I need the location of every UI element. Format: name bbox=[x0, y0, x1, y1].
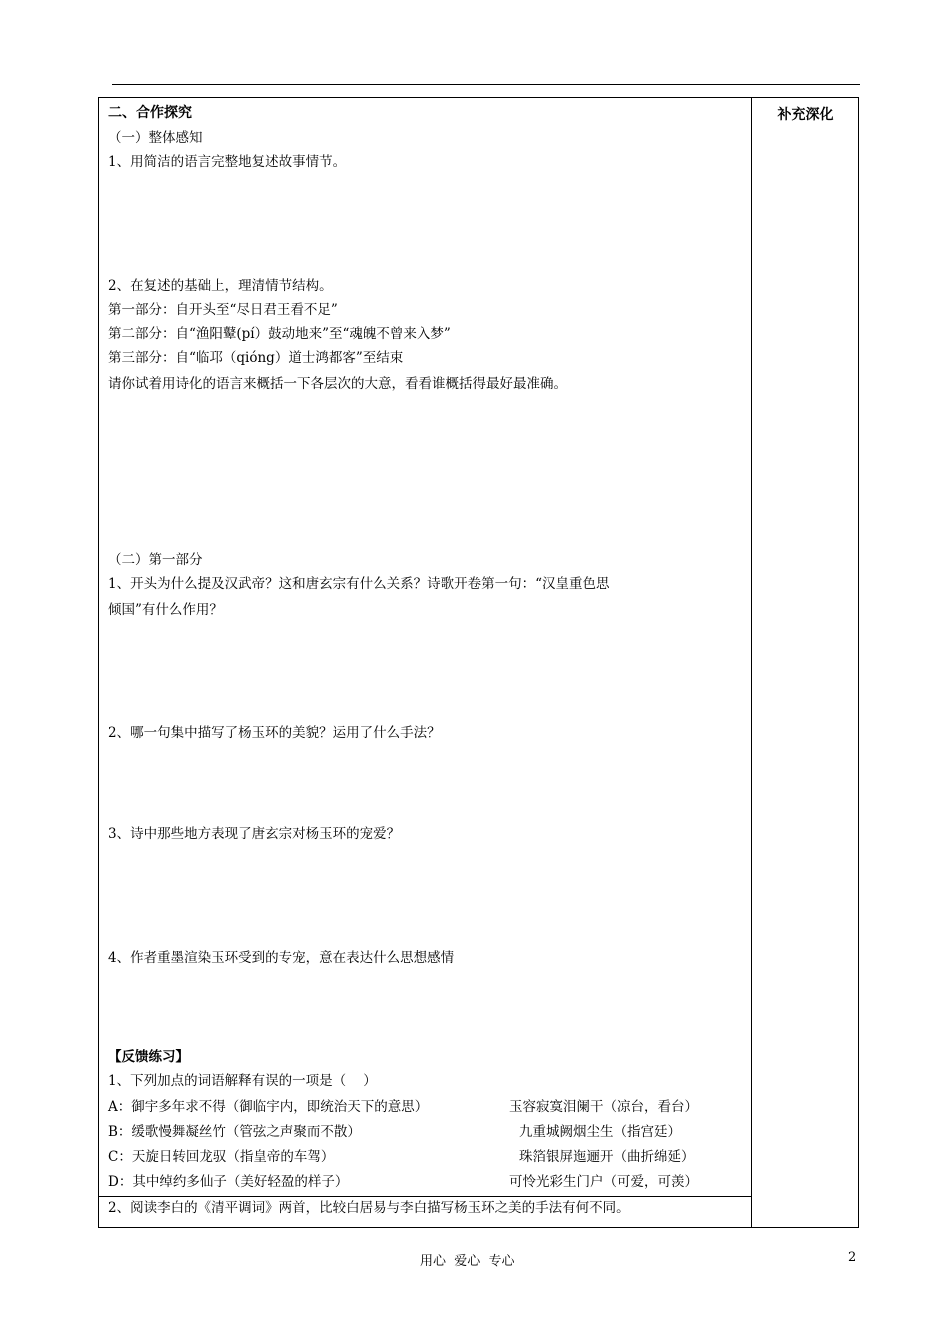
part1-question-1: 1、用简洁的语言完整地复述故事情节。 bbox=[108, 154, 347, 170]
structure-line-2: 第二部分：自“渔阳鼙(pí）鼓动地来”至“魂魄不曾来入梦” bbox=[108, 326, 451, 342]
option-a-left: A：御宇多年求不得（御临宇内，即统治天下的意思） bbox=[108, 1099, 429, 1115]
section-heading: 二、合作探究 bbox=[108, 105, 192, 121]
option-c-right: 珠箔银屏迤逦开（曲折绵延） bbox=[519, 1149, 695, 1165]
structure-line-1: 第一部分：自开头至“尽日君王看不足” bbox=[108, 302, 338, 318]
option-b-right: 九重城阙烟尘生（指宫廷） bbox=[519, 1124, 681, 1140]
feedback-title: 【反馈练习】 bbox=[108, 1049, 189, 1065]
structure-line-3: 第三部分：自“临邛（qióng）道士鸿都客”至结束 bbox=[108, 350, 404, 366]
footer-motto: 用心 爱心 专心 bbox=[420, 1254, 515, 1269]
sidebar-title: 补充深化 bbox=[777, 107, 834, 123]
column-divider bbox=[751, 98, 752, 1227]
option-a-right: 玉容寂寞泪阑干（凉台，看台） bbox=[509, 1099, 698, 1115]
option-d-right: 可怜光彩生门户（可爱，可羡） bbox=[509, 1174, 698, 1190]
option-c-left: C：天旋日转回龙驭（指皇帝的车驾） bbox=[108, 1149, 335, 1165]
option-b-left: B：缓歌慢舞凝丝竹（管弦之声聚而不散） bbox=[108, 1124, 361, 1140]
part1-title: （一）整体感知 bbox=[108, 130, 203, 146]
part2-question-4: 4、作者重墨渲染玉环受到的专宠，意在表达什么思想感情 bbox=[108, 950, 455, 966]
feedback-question-2: 2、阅读李白的《清平调词》两首，比较白居易与李白描写杨玉环之美的手法有何不同。 bbox=[108, 1200, 630, 1216]
header-rule bbox=[112, 84, 860, 85]
part2-question-2: 2、哪一句集中描写了杨玉环的美貌？运用了什么手法？ bbox=[108, 725, 441, 741]
page-number: 2 bbox=[848, 1250, 857, 1265]
part1-question-2: 2、在复述的基础上，理清情节结构。 bbox=[108, 278, 333, 294]
summary-prompt: 请你试着用诗化的语言来概括一下各层次的大意，看看谁概括得最好最准确。 bbox=[108, 376, 567, 392]
part2-title: （二）第一部分 bbox=[108, 552, 203, 568]
feedback-question-1: 1、下列加点的词语解释有误的一项是（ ） bbox=[108, 1073, 377, 1089]
worksheet-table bbox=[98, 97, 859, 1228]
part2-question-3: 3、诗中那些地方表现了唐玄宗对杨玉环的宠爱？ bbox=[108, 826, 401, 842]
part2-question-1-line-1: 1、开头为什么提及汉武帝？这和唐玄宗有什么关系？诗歌开卷第一句：“汉皇重色思 bbox=[108, 576, 610, 592]
row-divider bbox=[99, 1196, 751, 1197]
part2-question-1-line-2: 倾国”有什么作用？ bbox=[108, 602, 223, 618]
option-d-left: D：其中绰约多仙子（美好轻盈的样子） bbox=[108, 1174, 349, 1190]
